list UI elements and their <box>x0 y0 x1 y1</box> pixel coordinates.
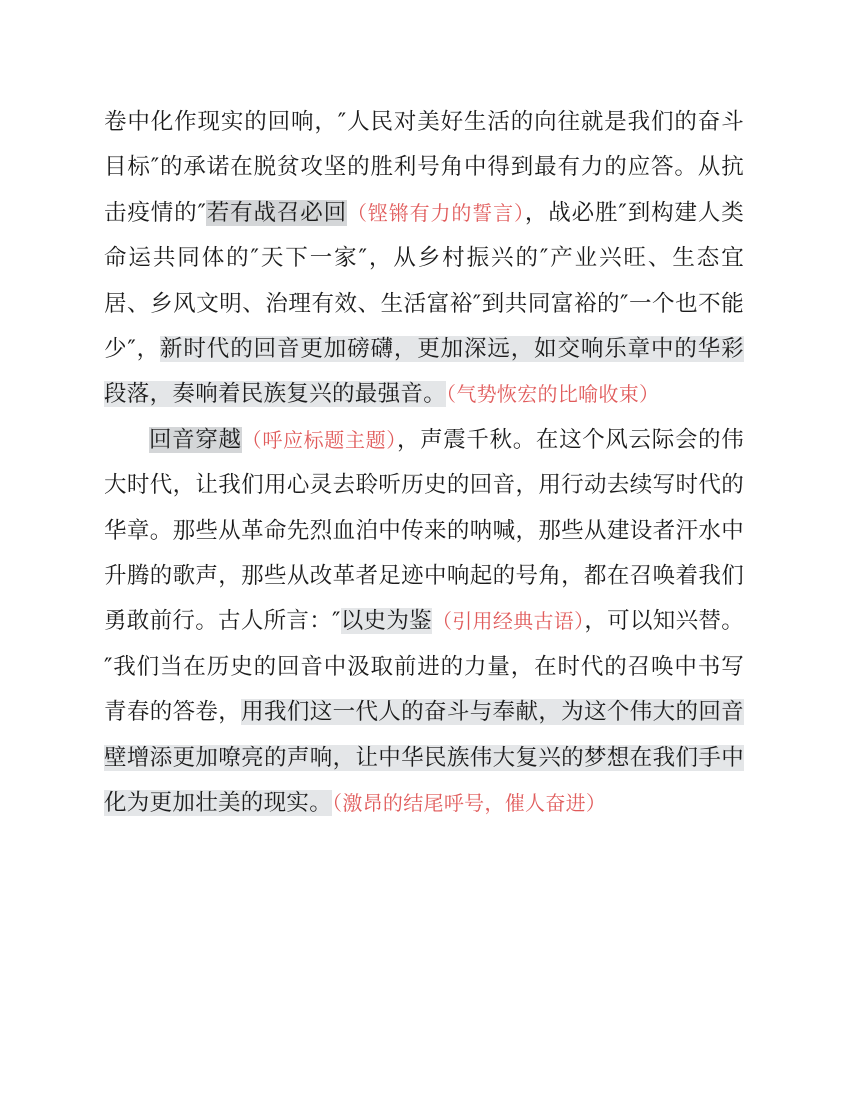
paragraph-2 <box>104 418 744 827</box>
document-body <box>104 100 744 827</box>
highlighted-phrase: 回音穿越 <box>149 426 242 453</box>
paragraph-1-text: 卷中化作现实的回响，″人民对美好生活的向往就是我们的奋斗目标″的承诺在脱贫攻坚的胜利号角中得到最有力的应答。从抗击疫情的″ <box>104 109 744 226</box>
annotation: （激昂的结尾呼号，催人奋进） <box>332 791 607 816</box>
annotation: （气势恢宏的比喻收束） <box>446 382 660 407</box>
paragraph-2-text: ，可以知兴替。″我们当在历史的回音中汲取前进的力量，在时代的召唤中书写青春的答卷， <box>104 608 744 726</box>
paragraph-1-text: ，战必胜″到构建人类命运共同体的″天下一家″，从乡村振兴的″产业兴旺、生态宜居、乡风文明、治理有效、生活富裕″到共同富裕的″一个也不能少″， <box>104 199 745 363</box>
highlighted-sentence: 用我们这一代人的奋斗与奉献，为这个伟大的回音壁增添更加嘹亮的声响，让中华民族伟大复兴的梦想在我们手中化为更加壮美的现实。 <box>104 699 744 817</box>
highlighted-phrase: 若有战召必回 <box>206 199 348 226</box>
annotation: （呼应标题主题） <box>241 427 397 452</box>
annotation: （铿锵有力的誓言） <box>347 200 525 225</box>
paragraph-1 <box>104 100 744 418</box>
highlighted-sentence: 新时代的回音更加磅礴，更加深远，如交响乐章中的华彩段落，奏响着民族复兴的最强音。 <box>104 336 744 408</box>
paragraph-2-text: ，声震千秋。在这个风云际会的伟大时代，让我们用心灵去聆听历史的回音，用行动去续写时代的华章。那些从革命先烈血泊中传来的呐喊，那些从建设者汗水中升腾的歌声，那些从改革者足迹中响起的号角，都在召唤着我们勇敢前行。古人所言：″ <box>104 426 745 635</box>
highlighted-phrase: 以史为鉴 <box>340 608 432 635</box>
annotation: （引用经典古语） <box>431 609 585 634</box>
